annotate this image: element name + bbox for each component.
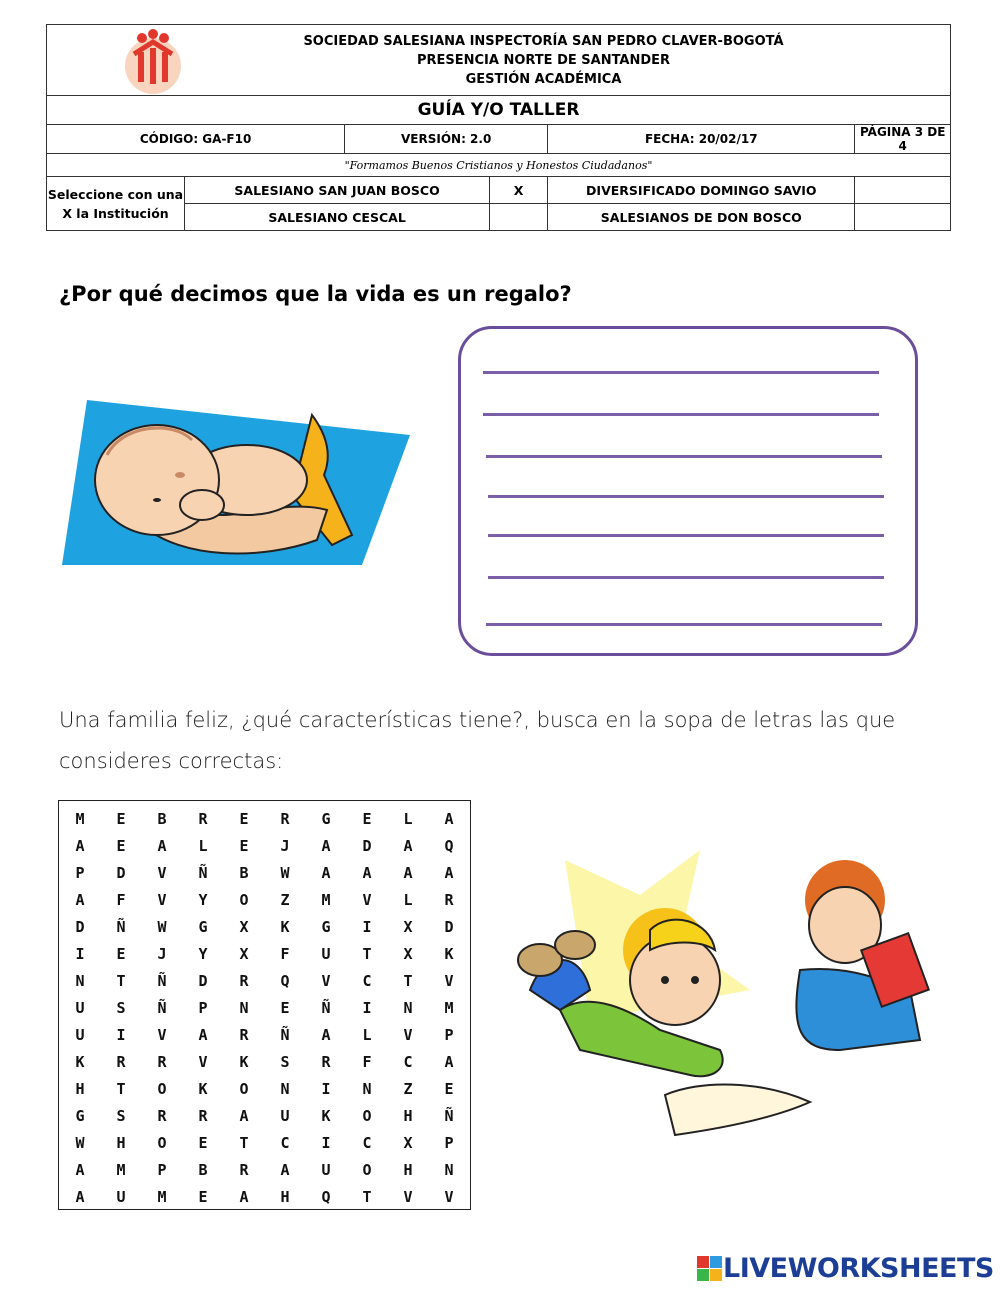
grid-cell[interactable]: D [362,836,373,855]
grid-cell[interactable]: R [157,1052,168,1071]
grid-cell[interactable]: R [198,1106,209,1125]
grid-row [59,1102,470,1129]
institution-mark[interactable] [855,177,951,204]
grid-cell[interactable]: P [444,1133,455,1152]
grid-cell[interactable]: N [444,1160,455,1179]
grid-cell[interactable]: A [239,1106,250,1125]
grid-cell[interactable]: A [321,836,332,855]
grid-cell[interactable]: P [157,1160,168,1179]
grid-cell[interactable]: Z [403,1079,414,1098]
grid-cell[interactable]: I [321,1133,332,1152]
grid-cell[interactable]: A [403,863,414,882]
grid-cell[interactable]: B [198,1160,209,1179]
select-institution-label: Seleccione con una X la Institución [47,177,185,231]
grid-cell[interactable]: E [239,809,250,828]
grid-cell[interactable]: S [116,1106,127,1125]
family-prompt: Una familia feliz, ¿qué características tiene?, busca en la sopa de letras las que consideres correctas: [59,708,896,773]
grid-cell[interactable]: R [239,1160,250,1179]
grid-cell[interactable]: E [362,809,373,828]
grid-cell[interactable]: A [280,1160,291,1179]
grid-cell[interactable]: W [75,1133,86,1152]
grid-cell[interactable]: R [239,971,250,990]
grid-cell[interactable]: L [198,836,209,855]
grid-cell[interactable]: C [362,1133,373,1152]
grid-cell[interactable]: X [403,917,414,936]
liveworksheets-logo[interactable] [697,1253,994,1284]
grid-cell[interactable]: R [280,809,291,828]
grid-cell[interactable]: I [362,917,373,936]
grid-cell[interactable]: I [321,1079,332,1098]
grid-cell[interactable]: A [321,1025,332,1044]
live-blocks-icon [697,1256,723,1282]
grid-cell[interactable]: Ñ [321,998,332,1017]
institution-name: DIVERSIFICADO DOMINGO SAVIO [548,177,855,204]
grid-cell[interactable]: K [239,1052,250,1071]
brand-name: LIVEWORKSHEETS [723,1253,994,1284]
grid-cell[interactable]: Ñ [444,1106,455,1125]
grid-cell[interactable]: U [75,998,86,1017]
grid-cell[interactable]: G [198,917,209,936]
grid-cell[interactable]: K [198,1079,209,1098]
grid-cell[interactable]: A [444,809,455,828]
answer-line[interactable] [488,495,884,498]
org-line3: GESTIÓN ACADÉMICA [465,71,622,87]
grid-cell[interactable]: R [198,809,209,828]
institution-name: SALESIANOS DE DON BOSCO [548,204,855,231]
grid-cell[interactable]: V [403,1187,414,1206]
grid-cell[interactable]: M [75,809,86,828]
grid-cell[interactable]: K [321,1106,332,1125]
answer-line[interactable] [483,371,879,374]
grid-cell[interactable]: G [321,917,332,936]
grid-cell[interactable]: V [444,971,455,990]
grid-cell[interactable]: A [321,863,332,882]
grid-cell[interactable]: E [116,809,127,828]
answer-line[interactable] [486,623,882,626]
grid-cell[interactable]: O [157,1079,168,1098]
grid-cell[interactable]: A [157,836,168,855]
grid-cell[interactable]: Ñ [157,971,168,990]
grid-cell[interactable]: V [403,1025,414,1044]
grid-cell[interactable]: Ñ [157,998,168,1017]
grid-cell[interactable]: A [362,863,373,882]
grid-cell[interactable]: F [116,890,127,909]
grid-cell[interactable]: H [116,1133,127,1152]
grid-cell[interactable]: O [362,1160,373,1179]
grid-cell[interactable]: V [157,863,168,882]
grid-row [59,967,470,994]
grid-cell[interactable]: V [321,971,332,990]
grid-cell[interactable]: A [198,1025,209,1044]
grid-cell[interactable]: S [280,1052,291,1071]
grid-cell[interactable]: V [157,1025,168,1044]
grid-cell[interactable]: B [239,863,250,882]
grid-cell[interactable]: Y [198,890,209,909]
grid-cell[interactable]: S [116,998,127,1017]
grid-cell[interactable]: A [444,863,455,882]
grid-cell[interactable]: M [157,1187,168,1206]
institution-mark[interactable] [490,204,548,231]
question-title: ¿Por qué decimos que la vida es un regalo? [59,282,572,306]
grid-cell[interactable]: T [116,1079,127,1098]
grid-cell[interactable]: M [321,890,332,909]
answer-line[interactable] [488,576,884,579]
grid-cell[interactable]: K [280,917,291,936]
grid-cell[interactable]: H [403,1106,414,1125]
grid-row [59,1156,470,1183]
org-line2: PRESENCIA NORTE DE SANTANDER [416,52,671,68]
grid-cell[interactable]: W [280,863,291,882]
grid-cell[interactable]: P [75,863,86,882]
guide-title: GUÍA Y/O TALLER [47,96,951,125]
grid-cell[interactable]: Q [321,1187,332,1206]
grid-cell[interactable]: O [239,1079,250,1098]
grid-row [59,832,470,859]
grid-cell[interactable]: H [75,1079,86,1098]
grid-cell[interactable]: E [239,836,250,855]
grid-row [59,994,470,1021]
grid-row [59,886,470,913]
grid-cell[interactable]: R [157,1106,168,1125]
grid-cell[interactable]: I [116,1025,127,1044]
institution-name: SALESIANO CESCAL [185,204,490,231]
grid-cell[interactable]: T [239,1133,250,1152]
grid-cell[interactable]: H [403,1160,414,1179]
grid-cell[interactable]: I [362,998,373,1017]
grid-cell[interactable]: E [280,998,291,1017]
grid-cell[interactable]: T [362,944,373,963]
grid-cell[interactable]: Ñ [198,863,209,882]
grid-row [59,1183,470,1210]
grid-cell[interactable]: T [362,1187,373,1206]
grid-cell[interactable]: O [157,1133,168,1152]
grid-cell[interactable]: N [280,1079,291,1098]
grid-cell[interactable]: E [198,1133,209,1152]
grid-cell[interactable]: R [321,1052,332,1071]
header-table [46,24,951,231]
grid-row [59,1129,470,1156]
grid-cell[interactable]: F [280,944,291,963]
grid-cell[interactable]: L [362,1025,373,1044]
grid-cell[interactable]: A [75,836,86,855]
grid-cell[interactable]: D [444,917,455,936]
kids-reading-illustration [500,840,940,1160]
grid-cell[interactable]: R [116,1052,127,1071]
grid-cell[interactable]: V [157,890,168,909]
grid-cell[interactable]: N [403,998,414,1017]
institution-name: SALESIANO SAN JUAN BOSCO [185,177,490,204]
grid-cell[interactable]: Q [444,836,455,855]
answer-line[interactable] [486,455,882,458]
grid-cell[interactable]: D [116,863,127,882]
grid-cell[interactable]: E [198,1187,209,1206]
date-cell: FECHA: 20/02/17 [548,125,855,154]
grid-cell[interactable]: G [321,809,332,828]
grid-cell[interactable]: N [362,1079,373,1098]
grid-cell[interactable]: C [362,971,373,990]
grid-cell[interactable]: X [239,944,250,963]
grid-cell[interactable]: T [116,971,127,990]
grid-cell[interactable]: U [321,1160,332,1179]
grid-cell[interactable]: Ñ [280,1025,291,1044]
grid-cell[interactable]: A [75,1160,86,1179]
grid-cell[interactable]: F [362,1052,373,1071]
grid-cell[interactable]: L [403,890,414,909]
grid-row [59,913,470,940]
grid-cell[interactable]: R [444,890,455,909]
grid-cell[interactable]: N [239,998,250,1017]
grid-cell[interactable]: A [75,1187,86,1206]
institution-mark[interactable] [855,204,951,231]
grid-cell[interactable]: A [403,836,414,855]
grid-cell[interactable]: G [75,1106,86,1125]
grid-cell[interactable]: Q [280,971,291,990]
grid-cell[interactable]: L [403,809,414,828]
grid-cell[interactable]: X [403,1133,414,1152]
answer-box[interactable] [458,326,918,656]
code-cell: CÓDIGO: GA-F10 [47,125,345,154]
grid-cell[interactable]: U [116,1187,127,1206]
grid-cell[interactable]: E [444,1079,455,1098]
grid-cell[interactable]: B [157,809,168,828]
grid-cell[interactable]: H [280,1187,291,1206]
grid-cell[interactable]: U [280,1106,291,1125]
grid-row [59,1021,470,1048]
institution-mark[interactable]: X [490,177,548,204]
grid-cell[interactable]: V [444,1187,455,1206]
grid-cell[interactable]: Ñ [116,917,127,936]
answer-line[interactable] [483,413,879,416]
grid-row [59,1048,470,1075]
grid-cell[interactable]: P [198,998,209,1017]
grid-cell[interactable]: D [75,917,86,936]
grid-cell[interactable]: U [321,944,332,963]
grid-cell[interactable]: D [198,971,209,990]
grid-cell[interactable]: O [239,890,250,909]
grid-cell[interactable]: I [75,944,86,963]
grid-cell[interactable]: Y [198,944,209,963]
grid-cell[interactable]: E [116,944,127,963]
grid-cell[interactable]: J [280,836,291,855]
grid-cell[interactable]: E [116,836,127,855]
org-line1: SOCIEDAD SALESIANA INSPECTORÍA SAN PEDRO CLAVER-BOGOTÁ [303,33,784,49]
word-search-grid[interactable] [58,800,471,1210]
grid-cell[interactable]: O [362,1106,373,1125]
grid-cell[interactable]: U [75,1025,86,1044]
grid-cell[interactable]: M [444,998,455,1017]
grid-row [59,940,470,967]
grid-cell[interactable]: R [239,1025,250,1044]
grid-cell[interactable]: V [198,1052,209,1071]
grid-cell[interactable]: N [75,971,86,990]
answer-line[interactable] [488,534,884,537]
page-cell: PÁGINA 3 DE 4 [855,125,951,154]
grid-cell[interactable]: K [75,1052,86,1071]
grid-cell[interactable]: P [444,1025,455,1044]
motto: "Formamos Buenos Cristianos y Honestos Ciudadanos" [47,154,951,177]
grid-cell[interactable]: Z [280,890,291,909]
grid-row [59,1075,470,1102]
grid-cell[interactable]: X [403,944,414,963]
grid-cell[interactable]: A [75,890,86,909]
version-cell: VERSIÓN: 2.0 [345,125,548,154]
grid-cell[interactable]: C [403,1052,414,1071]
grid-cell[interactable]: T [403,971,414,990]
grid-cell[interactable]: A [239,1187,250,1206]
grid-cell[interactable]: K [444,944,455,963]
baby-in-hands-illustration [62,395,412,570]
grid-cell[interactable]: C [280,1133,291,1152]
grid-cell[interactable]: M [116,1160,127,1179]
grid-cell[interactable]: J [157,944,168,963]
grid-row [59,805,470,832]
grid-cell[interactable]: A [444,1052,455,1071]
grid-cell[interactable]: W [157,917,168,936]
grid-cell[interactable]: X [239,917,250,936]
grid-row [59,859,470,886]
grid-cell[interactable]: V [362,890,373,909]
